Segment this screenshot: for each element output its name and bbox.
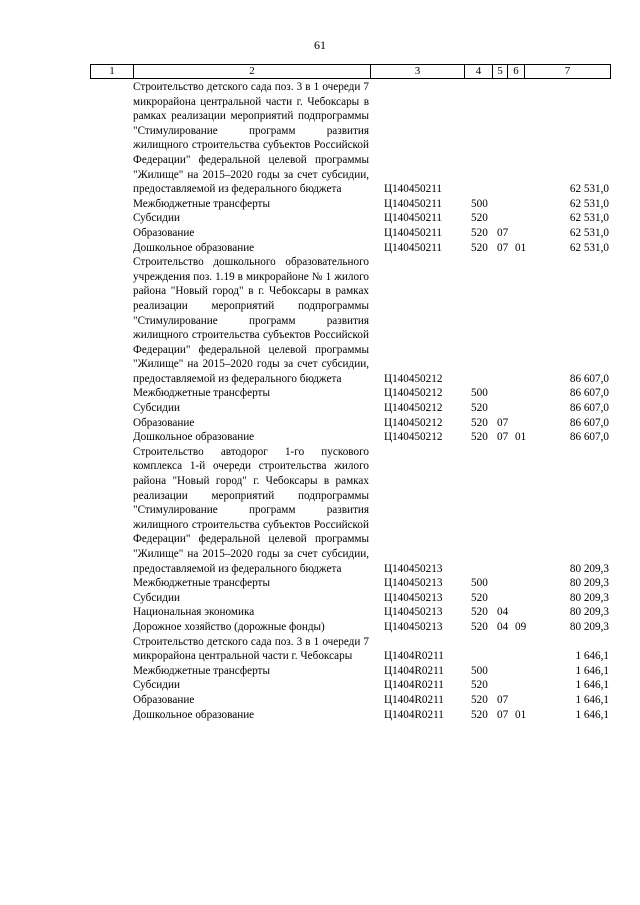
row-col5: 07 (497, 416, 509, 429)
row-col4: 520 (471, 241, 488, 254)
row-amount: 80 209,3 (569, 591, 609, 604)
table-header (90, 64, 611, 79)
row-amount: 80 209,3 (569, 620, 609, 633)
table-row (0, 664, 640, 679)
table-row (0, 678, 640, 693)
row-amount: 62 531,0 (569, 241, 609, 254)
row-amount: 86 607,0 (569, 431, 609, 444)
table-row (0, 576, 640, 591)
header-col-7: 7 (564, 65, 571, 77)
row-amount: 86 607,0 (569, 387, 609, 400)
row-col5: 07 (497, 431, 509, 444)
table-row (0, 416, 640, 431)
row-col4: 520 (471, 693, 488, 706)
row-code: Ц140450212 (384, 402, 443, 415)
row-col6: 09 (515, 620, 527, 633)
table-row (0, 620, 640, 635)
header-col-2: 2 (249, 65, 255, 77)
row-amount: 80 209,3 (569, 606, 609, 619)
row-name: Образование (133, 416, 195, 429)
row-code: Ц140450212 (384, 431, 443, 444)
row-col5: 07 (497, 693, 509, 706)
header-col-5: 5 (497, 65, 503, 77)
row-code: Ц140450211 (384, 212, 443, 225)
row-amount: 1 646,1 (575, 708, 609, 721)
row-name: Строительство детского сада поз. 3 в 1 очереди 7 микрорайона центральной части г. Чебоксары в рамках реализации мероприятий подпрограммы "Стимулирование программ развития жилищного строительства субъектов Российской Федерации" федеральной целевой программы "Жилище" на 2015–2020 годы за счет субсидии, предоставляемой из федерального бюджета (133, 81, 369, 196)
row-col5: 04 (497, 606, 509, 619)
row-amount: 1 646,1 (575, 679, 609, 692)
table-row (0, 708, 640, 723)
row-code: Ц140450213 (384, 591, 443, 604)
row-code: Ц140450211 (384, 241, 443, 254)
row-code: Ц140450211 (384, 183, 443, 196)
row-name: Межбюджетные трансферты (133, 577, 270, 590)
row-col5: 07 (497, 226, 509, 239)
row-code: Ц1404R0211 (384, 708, 444, 721)
row-name: Субсидии (133, 591, 180, 604)
row-code: Ц1404R0211 (384, 679, 444, 692)
row-code: Ц140450212 (384, 387, 443, 400)
row-col4: 520 (471, 679, 488, 692)
row-name: Межбюджетные трансферты (133, 664, 270, 677)
table-row (0, 693, 640, 708)
row-name: Образование (133, 226, 195, 239)
row-col4: 520 (471, 431, 488, 444)
row-col6: 01 (515, 241, 527, 254)
table-row (0, 635, 640, 664)
row-name: Строительство детского сада поз. 3 в 1 очереди 7 микрорайона центральной части г. Чебоксары (133, 635, 369, 663)
table-row (0, 255, 640, 386)
row-name: Межбюджетные трансферты (133, 197, 270, 210)
row-col4: 520 (471, 606, 488, 619)
row-code: Ц1404R0211 (384, 650, 444, 663)
row-code: Ц140450212 (384, 416, 443, 429)
row-name: Субсидии (133, 679, 180, 692)
row-name: Дошкольное образование (133, 241, 255, 254)
row-name: Дорожное хозяйство (дорожные фонды) (133, 620, 325, 633)
row-code: Ц140450213 (384, 577, 443, 590)
header-col-3: 3 (414, 65, 421, 77)
row-amount: 1 646,1 (575, 664, 609, 677)
row-code: Ц1404R0211 (384, 664, 444, 677)
row-col5: 07 (497, 241, 509, 254)
row-col4: 520 (471, 402, 488, 415)
row-code: Ц140450213 (384, 620, 443, 633)
row-col4: 520 (471, 212, 488, 225)
row-name: Дошкольное образование (133, 431, 255, 444)
table-row (0, 605, 640, 620)
row-amount: 1 646,1 (575, 693, 609, 706)
row-col4: 520 (471, 591, 488, 604)
table-row (0, 445, 640, 576)
row-amount: 62 531,0 (569, 183, 609, 196)
row-amount: 1 646,1 (575, 650, 609, 663)
row-code: Ц140450211 (384, 226, 443, 239)
row-code: Ц140450213 (384, 562, 443, 575)
row-col4: 520 (471, 620, 488, 633)
row-col4: 500 (471, 664, 488, 677)
row-col4: 520 (471, 708, 488, 721)
table-row (0, 386, 640, 401)
table-row (0, 197, 640, 212)
row-amount: 80 209,3 (569, 562, 609, 575)
row-col4: 520 (471, 416, 488, 429)
row-name: Строительство дошкольного образовательного учреждения поз. 1.19 в микрорайоне № 1 жилого района "Новый город" в г. Чебоксары в рамках реализации мероприятий подпрограммы "Стимулирование программ развития жилищного строительства субъектов Российской Федерации" федеральной целевой программы "Жилище" на 2015–2020 годы за счет субсидии, предоставляемой из федерального бюджета (133, 256, 369, 385)
row-name: Дошкольное образование (133, 708, 255, 721)
page-number: 61 (314, 38, 326, 52)
table-row (0, 430, 640, 445)
row-col4: 520 (471, 226, 488, 239)
budget-table (0, 80, 640, 722)
row-col5: 07 (497, 708, 509, 721)
header-col-4: 4 (475, 65, 482, 77)
row-code: Ц140450212 (384, 372, 443, 385)
row-name: Субсидии (133, 402, 180, 415)
row-amount: 80 209,3 (569, 577, 609, 590)
row-amount: 62 531,0 (569, 226, 609, 239)
row-code: Ц140450211 (384, 197, 443, 210)
row-col5: 04 (497, 620, 509, 633)
row-col6: 01 (515, 431, 527, 444)
table-row (0, 401, 640, 416)
table-row (0, 80, 640, 197)
row-name: Субсидии (133, 212, 180, 225)
row-amount: 62 531,0 (569, 197, 609, 210)
row-col4: 500 (471, 577, 488, 590)
table-row (0, 211, 640, 226)
row-code: Ц140450213 (384, 606, 443, 619)
row-name: Образование (133, 693, 195, 706)
row-amount: 86 607,0 (569, 402, 609, 415)
row-amount: 62 531,0 (569, 212, 609, 225)
table-row (0, 591, 640, 606)
table-row (0, 241, 640, 256)
row-amount: 86 607,0 (569, 372, 609, 385)
row-col4: 500 (471, 387, 488, 400)
row-col4: 500 (471, 197, 488, 210)
row-col6: 01 (515, 708, 527, 721)
row-name: Национальная экономика (133, 606, 255, 619)
table-row (0, 226, 640, 241)
row-name: Строительство автодорог 1-го пускового комплекса 1-й очереди строительства жилого района "Новый город" г. Чебоксары в рамках реализации мероприятий подпрограммы "Стимулирование программ развития жилищного строительства субъектов Российской Федерации" федеральной целевой программы "Жилище" на 2015–2020 годы за счет субсидии, предоставляемой из федерального бюджета (133, 445, 369, 575)
header-col-6: 6 (513, 65, 519, 77)
header-col-1: 1 (109, 65, 115, 77)
row-amount: 86 607,0 (569, 416, 609, 429)
row-code: Ц1404R0211 (384, 693, 444, 706)
row-name: Межбюджетные трансферты (133, 387, 270, 400)
